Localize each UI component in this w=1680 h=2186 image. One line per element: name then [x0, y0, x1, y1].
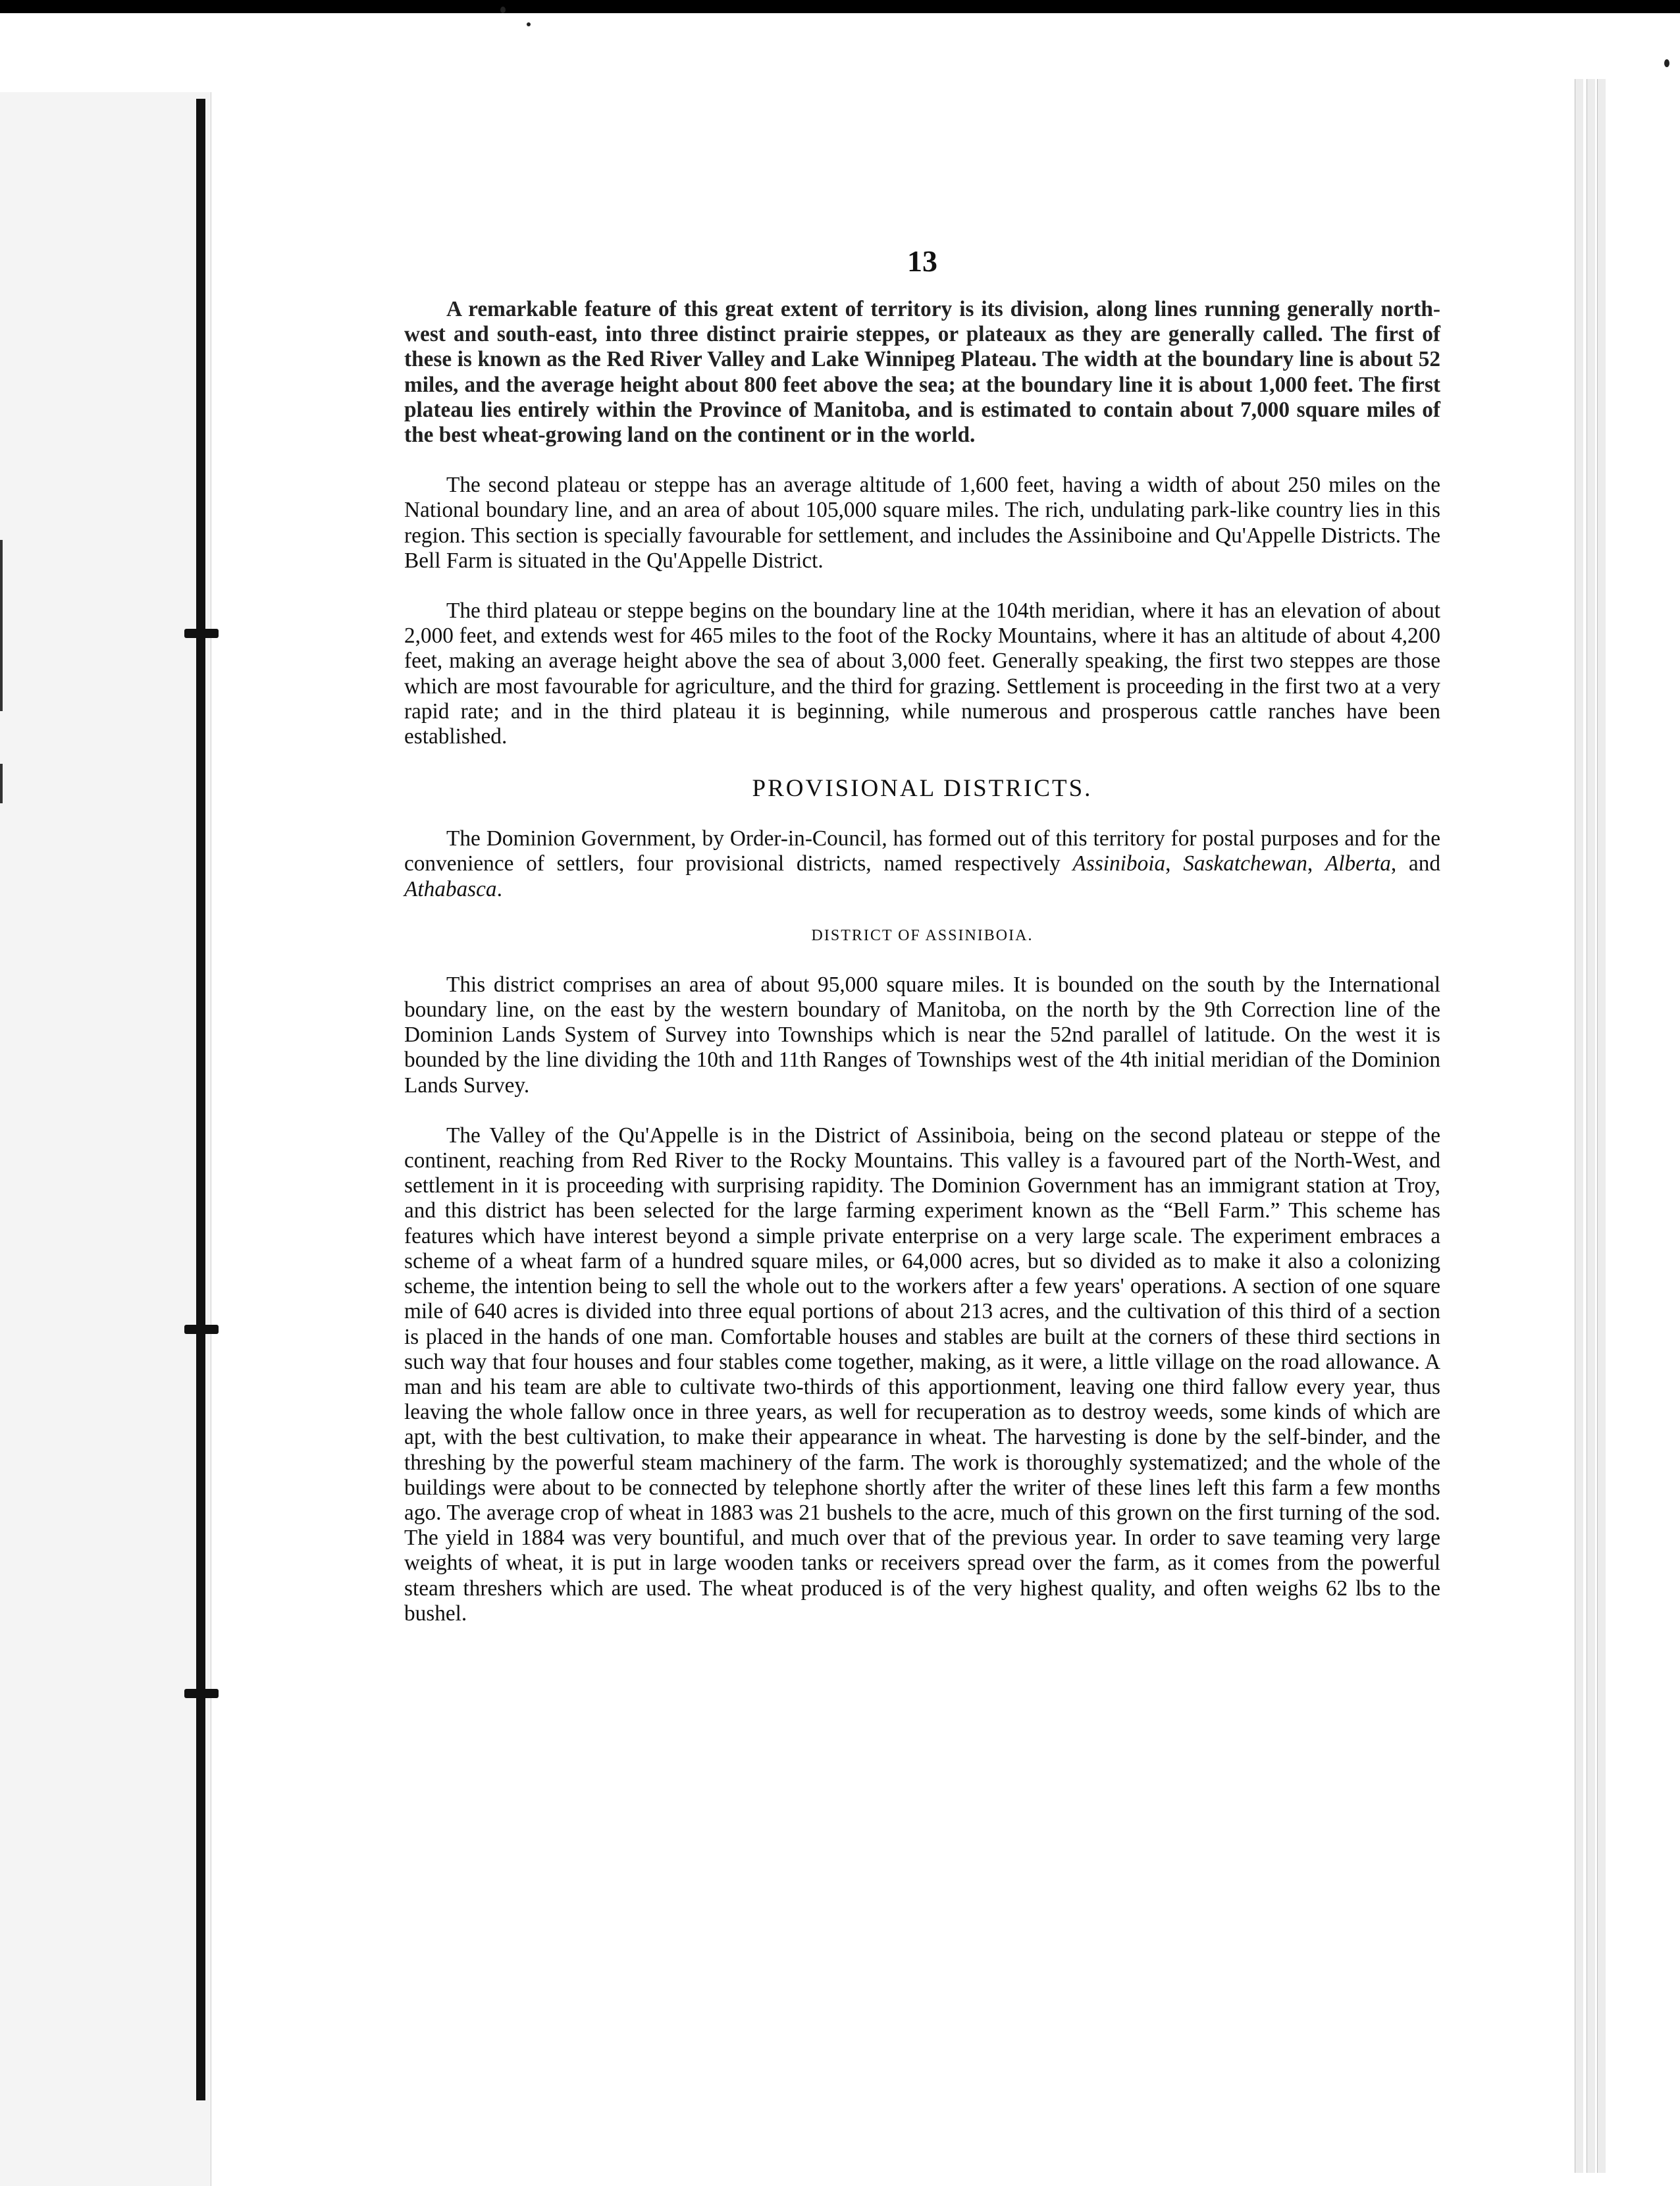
paragraph-second-plateau: The second plateau or steppe has an average altitude of 1,600 feet, having a width of about 250 miles on the National boundary line, and an area of about 105,000 square miles. The rich, undulating park-like country lies in this region. This section is specially favourable for settlement, and includes the Assiniboine and Qu'Appelle Districts. The Bell Farm is situated in the Qu'Appelle District. — [404, 473, 1440, 573]
binding-thread — [184, 1325, 219, 1334]
paragraph-provisional-districts — [404, 826, 1440, 902]
scan-speck — [527, 22, 531, 26]
page-edge-mark — [0, 764, 3, 803]
district-name: Saskatchewan — [1183, 851, 1307, 876]
binding-thread — [184, 1689, 219, 1698]
page-stack-edge — [1575, 79, 1583, 2173]
separator: . — [496, 876, 502, 901]
scan-speck — [1664, 59, 1669, 67]
separator: , — [1307, 851, 1325, 876]
facing-page — [0, 92, 211, 2186]
page-number: 13 — [907, 244, 937, 278]
scan-speck — [500, 7, 506, 13]
district-name: Athabasca — [404, 876, 497, 901]
provisional-text: The Dominion Government, by Order-in-Council, has formed out of this territory for postal purposes and for the convenience of settlers, four provisional districts, named respectively — [404, 826, 1440, 876]
paragraph-third-plateau: The third plateau or steppe begins on the boundary line at the 104th meridian, where it has an elevation of about 2,000 feet, and extends west for 465 miles to the foot of the Rocky Mountains, where it has an altitude of about 4,200 feet, making an average height above the sea of about 3,000 feet. Generally speaking, the first two steppes are those which are most favourable for agriculture, and the third for grazing. Settlement is proceeding in the first two at a very rapid rate; and in the third plateau it is beginning, while numerous and prosperous cattle ranches have been established. — [404, 599, 1440, 749]
page-stack-edge — [1597, 79, 1606, 2173]
heading-district-assiniboia: DISTRICT OF ASSINIBOIA. — [811, 926, 1034, 944]
book-spine — [196, 99, 205, 2100]
paragraph-bell-farm: The Valley of the Qu'Appelle is in the District of Assiniboia, being on the second plateau or steppe of the continent, reaching from Red River to the Rocky Mountains. This valley is a favoured part of the North-West, and settlement in it is proceeding with surprising rapidity. The Dominion Government has an immigrant station at Troy, and this district has been selected for the large farming experiment known as the “Bell Farm.” This scheme has features which have interest beyond a simple private enterprise on a very large scale. The experiment embraces a scheme of a wheat farm of a hundred square miles, or 64,000 acres, but so divided as to make it also a colonizing scheme, the intention being to sell the whole out to the workers after a few years' operations. A section of one square mile of 640 acres is divided into three equal portions of about 213 acres, and the cultivation of this third of a section is placed in the hands of one man. Comfortable houses and stables are built at the corners of these third sections in such way that four houses and four stables come together, making, as it were, a little village on the road allowance. A man and his team are able to cultivate two-thirds of this apportionment, leaving one third fallow every year, thus leaving the whole fallow once in three years, as well for recuperation as to destroy weeds, some kinds of which are apt, with the best cultivation, to make their appearance in wheat. The harvesting is done by the self-binder, and the threshing by the powerful steam machinery of the farm. The work is thoroughly systematized; and the whole of the buildings were about to be connected by telephone shortly after the writer of these lines left this farm a few months ago. The average crop of wheat in 1883 was 21 bushels to the acre, much of this grown on the first turning of the sod. The yield in 1884 was very bountiful, and much over that of the previous year. In order to save teaming very large weights of wheat, it is put in large wooden tanks or receivers spread over the farm, as it comes from the powerful steam threshers which are used. The wheat produced is of the very highest quality, and often weighs 62 lbs to the bushel. — [404, 1123, 1440, 1626]
page-edge-mark — [0, 540, 3, 711]
separator: , and — [1390, 851, 1441, 876]
district-name: Assiniboia — [1072, 851, 1166, 876]
page-stack-edge — [1587, 79, 1595, 2173]
scan-border — [0, 0, 1680, 13]
district-name: Alberta — [1325, 851, 1391, 876]
heading-provisional-districts: PROVISIONAL DISTRICTS. — [752, 775, 1093, 803]
paragraph-plateaux: A remarkable feature of this great extent of territory is its division, along lines running generally north-west and south-east, into three distinct prairie steppes, or plateaux as they are generally called. The first of these is known as the Red River Valley and Lake Winnipeg Plateau. The width at the boundary line is about 52 miles, and the average height about 800 feet above the sea; at the boundary line it is about 1,000 feet. The first plateau lies entirely within the Province of Manitoba, and is estimated to contain about 7,000 square miles of the best wheat-growing land on the continent or in the world. — [404, 297, 1440, 448]
binding-thread — [184, 629, 219, 638]
page-text — [404, 244, 1440, 1651]
paragraph-assiniboia-bounds: This district comprises an area of about 95,000 square miles. It is bounded on the south by the International boundary line, on the east by the western boundary of Manitoba, on the north by the 9th Correction line of the Dominion Lands System of Survey into Townships which is near the 52nd parallel of latitude. On the west it is bounded by the line dividing the 10th and 11th Ranges of Townships west of the 4th initial meridian of the Dominion Lands Survey. — [404, 972, 1440, 1098]
separator: , — [1165, 851, 1184, 876]
